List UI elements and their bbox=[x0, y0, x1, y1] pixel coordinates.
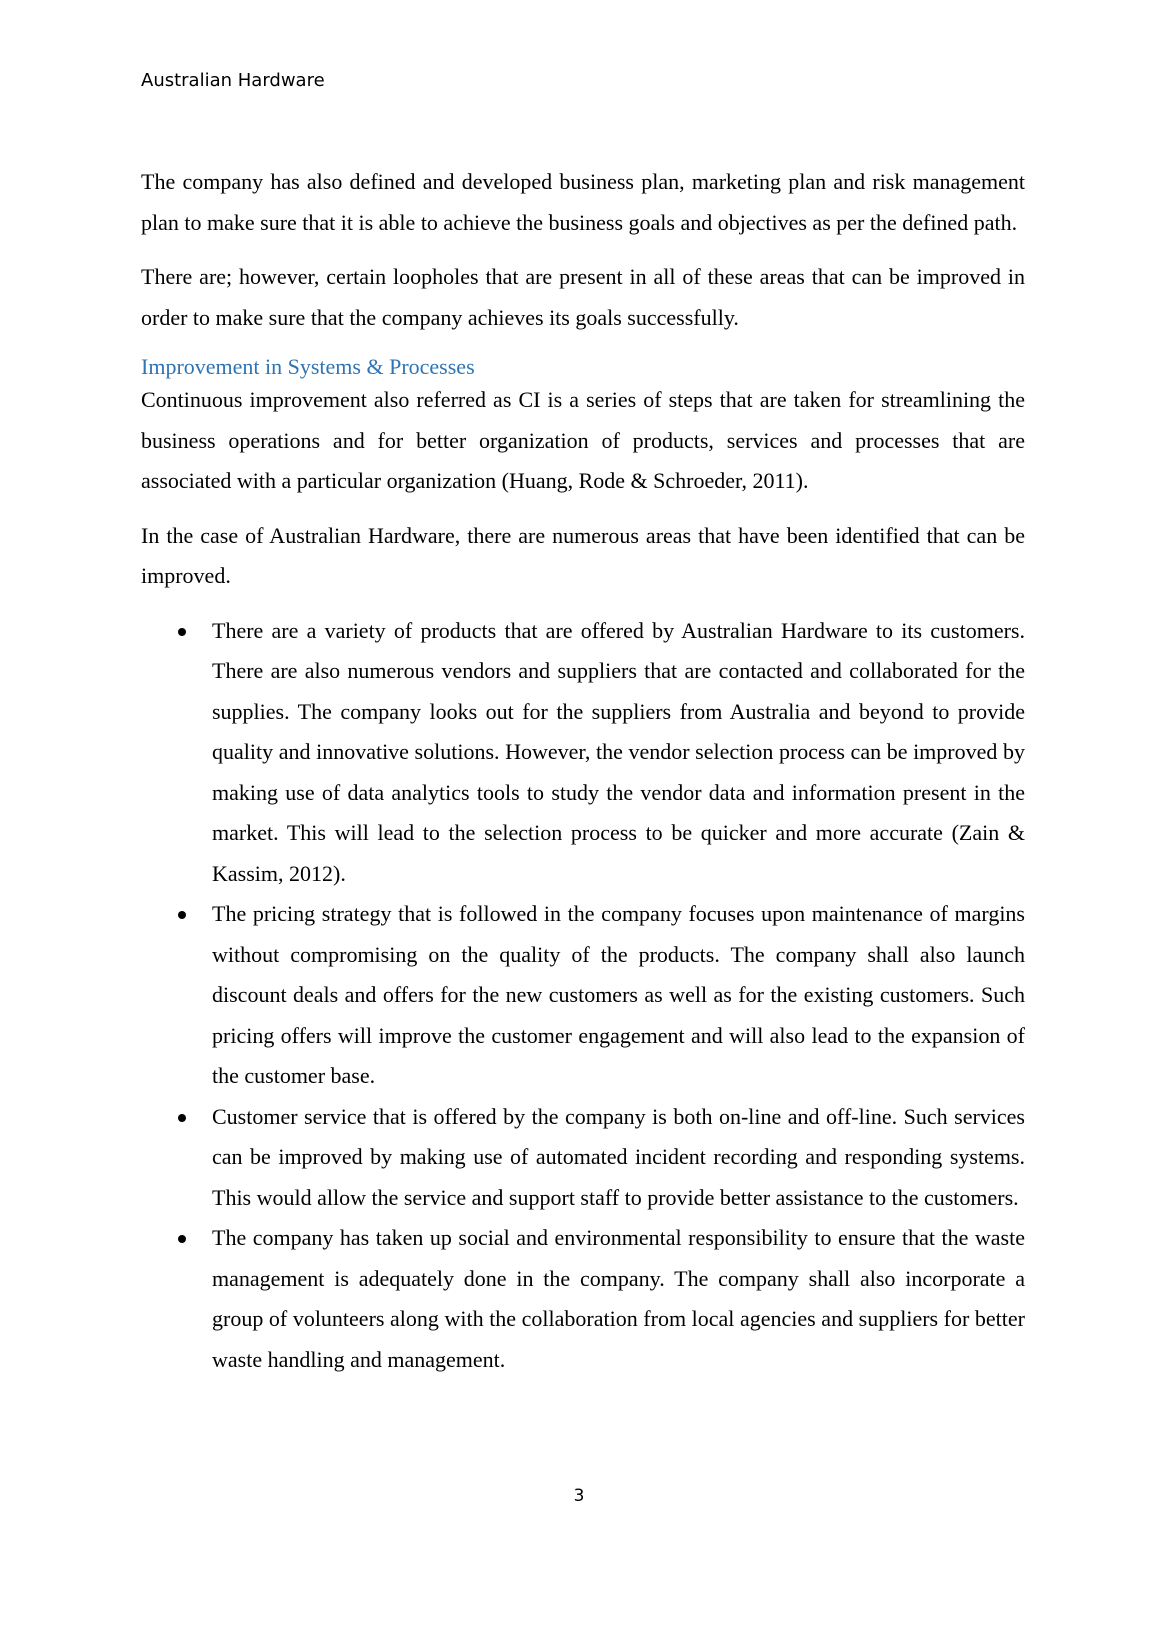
running-header: Australian Hardware bbox=[141, 70, 325, 91]
bullet-dot-icon bbox=[178, 628, 186, 636]
improvement-bullet-list bbox=[141, 611, 1025, 1381]
section-paragraph-2: In the case of Australian Hardware, there are numerous areas that have been identified that can be improved. bbox=[141, 522, 1025, 588]
bullet-item bbox=[141, 611, 1025, 895]
bullet-text: The company has taken up social and environmental responsibility to ensure that the waste management is adequately done in the company. The company shall also incorporate a group of volunteers along with the collaboration from local agencies and suppliers for better waste handling and management. bbox=[212, 1225, 1025, 1372]
bullet-text: There are a variety of products that are offered by Australian Hardware to its customers. There are also numerous vendors and suppliers that are contacted and collaborated for the supplies. The company looks out for the suppliers from Australia and beyond to provide quality and innovative solutions. However, the vendor selection process can be improved by making use of data analytics tools to study the vendor data and information present in the market. This will lead to the selection process to be quicker and more accurate (Zain & Kassim, 2012). bbox=[212, 617, 1025, 886]
bullet-item bbox=[141, 1218, 1025, 1380]
intro-paragraph-1: The company has also defined and developed business plan, marketing plan and risk management plan to make sure that it is able to achieve the business goals and objectives as per the defined path. bbox=[141, 169, 1025, 235]
bullet-item bbox=[141, 1097, 1025, 1219]
page-number: 3 bbox=[573, 1486, 585, 1506]
bullet-text: Customer service that is offered by the company is both on-line and off-line. Such services can be improved by making use of automated incident recording and responding systems. This would allow the service and support staff to provide better assistance to the customers. bbox=[212, 1103, 1025, 1210]
section-heading: Improvement in Systems & Processes bbox=[141, 354, 475, 379]
bullet-text: The pricing strategy that is followed in the company focuses upon maintenance of margins without compromising on the quality of the products. The company shall also launch discount deals and offers for the new customers as well as for the existing customers. Such pricing offers will improve the customer engagement and will also lead to the expansion of the customer base. bbox=[212, 901, 1025, 1088]
intro-paragraph-2: There are; however, certain loopholes that are present in all of these areas that can be improved in order to make sure that the company achieves its goals successfully. bbox=[141, 264, 1025, 330]
bullet-dot-icon bbox=[178, 911, 186, 919]
bullet-dot-icon bbox=[178, 1114, 186, 1122]
section-paragraph-1: Continuous improvement also referred as CI is a series of steps that are taken for streamlining the business operations and for better organization of products, services and processes that are associated with a particular organization (Huang, Rode & Schroeder, 2011). bbox=[141, 387, 1025, 493]
page-content bbox=[141, 162, 1025, 1380]
bullet-item bbox=[141, 894, 1025, 1097]
bullet-dot-icon bbox=[178, 1235, 186, 1243]
